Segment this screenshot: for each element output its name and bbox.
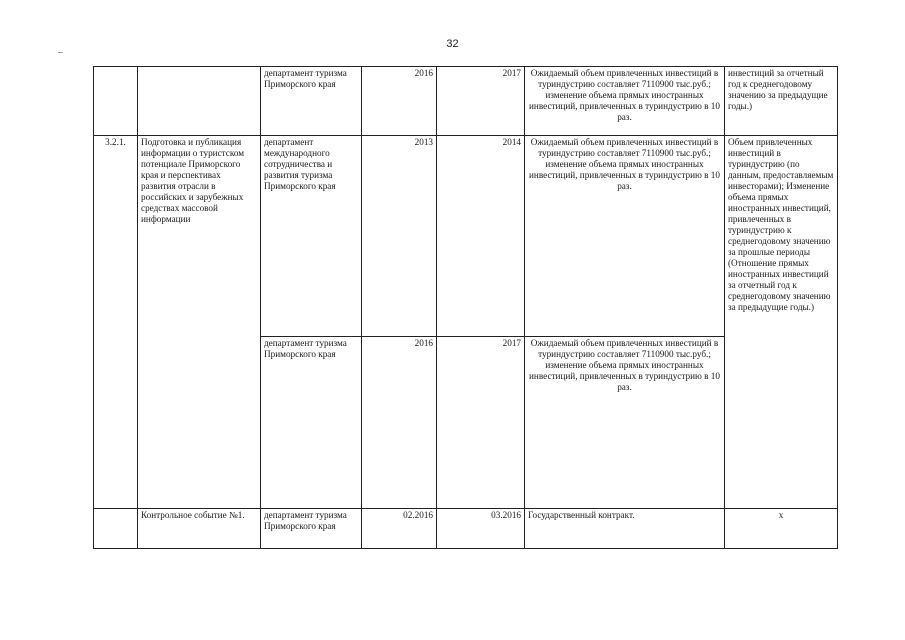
end-year-cell: 2014 xyxy=(437,136,525,337)
start-year-cell: 2013 xyxy=(362,136,437,337)
expected-result-cell: Государственный контракт. xyxy=(525,509,725,549)
margin-mark xyxy=(58,52,63,53)
number-cell xyxy=(94,67,138,136)
page-number: 32 xyxy=(446,38,459,50)
start-date-cell: 02.2016 xyxy=(362,509,437,549)
expected-result-cell: Ожидаемый объем привлеченных инвестиций в туриндустрию составляет 7110900 тыс.руб.; изменение объема прямых иностранных инвестиций, привлеченных в туриндустрию в 10 раз. xyxy=(525,67,725,136)
plan-table xyxy=(93,66,838,549)
indicator-cell: Объем привлеченных инвестиций в туриндустрию (по данным, предоставляемым инвесторами); Изменение объема прямых иностранных инвестиций, привлеченных в туриндустрию к среднегодовому значению за прошлые периоды (Отношение прямых иностранных инвестиций за отчетный год к среднегодовому значению за предыдущие годы.) xyxy=(725,136,838,509)
start-year-cell: 2016 xyxy=(362,337,437,509)
table-row xyxy=(94,136,838,337)
expected-result-cell: Ожидаемый объем привлеченных инвестиций в туриндустрию составляет 7110900 тыс.руб.; изменение объема прямых иностранных инвестиций, привлеченных в туриндустрию в 10 раз. xyxy=(525,136,725,337)
indicator-cell: инвестиций за отчетный год к среднегодовому значению за предыдущие годы.) xyxy=(725,67,838,136)
executor-cell: департамент туризма Приморского края xyxy=(261,67,362,136)
executor-cell: департамент международного сотрудничества и развития туризма Приморского края xyxy=(261,136,362,337)
end-year-cell: 2017 xyxy=(437,67,525,136)
table-row xyxy=(94,509,838,549)
end-date-cell: 03.2016 xyxy=(437,509,525,549)
expected-result-cell: Ожидаемый объем привлеченных инвестиций в туриндустрию составляет 7110900 тыс.руб.; изменение объема прямых иностранных инвестиций, привлеченных в туриндустрию в 10 раз. xyxy=(525,337,725,509)
activity-cell: Подготовка и публикация информации о туристском потенциале Приморского края и перспективах развития отрасли в российских и зарубежных средствах массовой информации xyxy=(138,136,261,509)
activity-cell: Контрольное событие №1. xyxy=(138,509,261,549)
start-year-cell: 2016 xyxy=(362,67,437,136)
table-row xyxy=(94,67,838,136)
executor-cell: департамент туризма Приморского края xyxy=(261,509,362,549)
number-cell xyxy=(94,509,138,549)
indicator-cell: х xyxy=(725,509,838,549)
activity-cell xyxy=(138,67,261,136)
end-year-cell: 2017 xyxy=(437,337,525,509)
executor-cell: департамент туризма Приморского края xyxy=(261,337,362,509)
number-cell: 3.2.1. xyxy=(94,136,138,509)
